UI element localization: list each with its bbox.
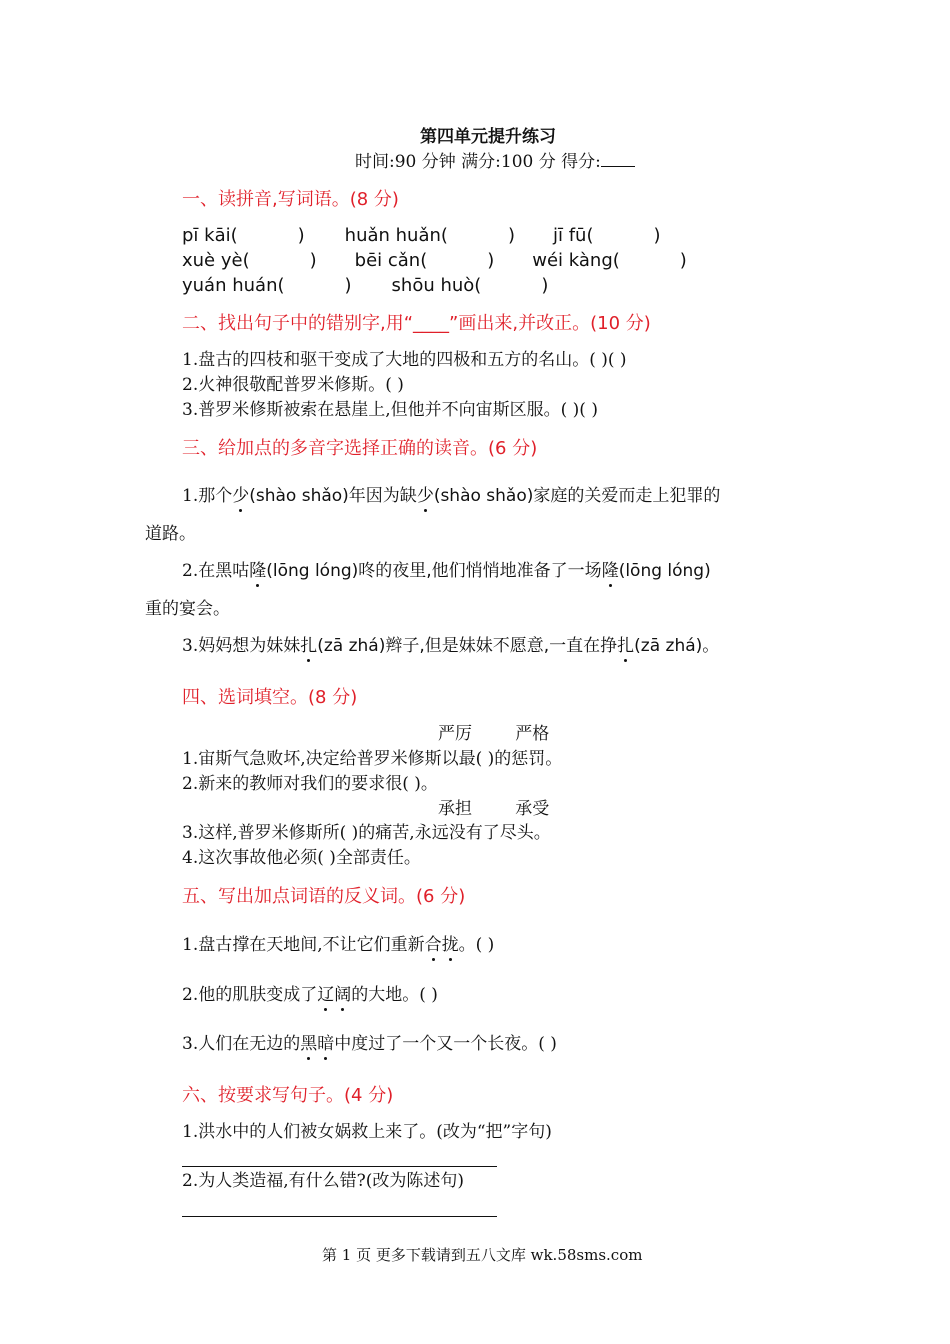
word-choices-2: 承担 承受 bbox=[438, 799, 550, 819]
section-2-heading: 二、找出句子中的错别字,用“____”画出来,并改正。(10 分) bbox=[182, 313, 651, 334]
dotted-char: 阔 bbox=[334, 985, 352, 1005]
dotted-char: 少 bbox=[232, 486, 250, 506]
s2-question-3[interactable]: 3.普罗米修斯被索在悬崖上,但他并不向宙斯区服。( )( ) bbox=[182, 400, 598, 420]
dotted-char: 合 bbox=[424, 935, 442, 955]
exam-meta bbox=[355, 150, 635, 173]
s3-question-2[interactable]: 2.在黑咕隆(lōng lóng)咚的夜里,他们悄悄地准备了一场隆(lōng lóng) bbox=[182, 561, 711, 581]
pinyin-item[interactable]: huǎn huǎn( ) bbox=[344, 225, 515, 246]
dotted-char: 少 bbox=[416, 486, 434, 506]
dotted-char: 扎 bbox=[300, 636, 318, 656]
s1-row-1 bbox=[182, 225, 661, 247]
pinyin-item[interactable]: jī fū( ) bbox=[552, 225, 661, 246]
dotted-char: 辽 bbox=[317, 985, 335, 1005]
dotted-char: 拢 bbox=[441, 935, 459, 955]
s4-question-2[interactable]: 2.新来的教师对我们的要求很( )。 bbox=[182, 774, 438, 794]
s3-question-1-cont: 道路。 bbox=[145, 524, 196, 544]
s5-question-2[interactable]: 2.他的肌肤变成了辽阔的大地。( ) bbox=[182, 985, 438, 1005]
dotted-char: 扎 bbox=[617, 636, 635, 656]
section-3-heading: 三、给加点的多音字选择正确的读音。(6 分) bbox=[182, 438, 538, 459]
s4-question-3[interactable]: 3.这样,普罗米修斯所( )的痛苦,永远没有了尽头。 bbox=[182, 823, 551, 843]
pinyin-item[interactable]: bēi cǎn( ) bbox=[354, 250, 495, 271]
s3-question-3[interactable]: 3.妈妈想为妹妹扎(zā zhá)辫子,但是妹妹不愿意,一直在挣扎(zā zhá)。 bbox=[182, 636, 720, 656]
section-4-heading: 四、选词填空。(8 分) bbox=[182, 687, 358, 708]
dotted-char: 黑 bbox=[300, 1034, 318, 1054]
section-1-heading: 一、读拼音,写词语。(8 分) bbox=[182, 189, 399, 210]
pinyin-item[interactable]: yuán huán( ) bbox=[182, 275, 352, 296]
s1-row-2 bbox=[182, 250, 687, 272]
s3-question-2-cont: 重的宴会。 bbox=[145, 599, 230, 619]
page-footer: 第 1 页 更多下载请到五八文库 wk.58sms.com bbox=[322, 1246, 643, 1264]
section-6-heading: 六、按要求写句子。(4 分) bbox=[182, 1085, 394, 1106]
answer-line-1[interactable] bbox=[182, 1166, 497, 1167]
pinyin-item[interactable]: pī kāi( ) bbox=[182, 225, 305, 246]
section-5-heading: 五、写出加点词语的反义词。(6 分) bbox=[182, 886, 466, 907]
dotted-char: 隆 bbox=[249, 561, 267, 581]
score-blank[interactable] bbox=[601, 150, 635, 167]
word-choices-1: 严厉 严格 bbox=[438, 724, 550, 744]
s4-question-4[interactable]: 4.这次事故他必须( )全部责任。 bbox=[182, 848, 421, 868]
dotted-char: 隆 bbox=[601, 561, 619, 581]
s5-question-1[interactable]: 1.盘古撑在天地间,不让它们重新合拢。( ) bbox=[182, 935, 495, 955]
s2-question-2[interactable]: 2.火神很敬配普罗米修斯。( ) bbox=[182, 375, 404, 395]
pinyin-item[interactable]: xuè yè( ) bbox=[182, 250, 317, 271]
s5-question-3[interactable]: 3.人们在无边的黑暗中度过了一个又一个长夜。( ) bbox=[182, 1034, 557, 1054]
s3-question-1[interactable]: 1.那个少(shào shǎo)年因为缺少(shào shǎo)家庭的关爱而走上犯罪的 bbox=[182, 486, 721, 506]
s4-question-1[interactable]: 1.宙斯气急败坏,决定给普罗米修斯以最( )的惩罚。 bbox=[182, 749, 563, 769]
page-title: 第四单元提升练习 bbox=[420, 127, 556, 147]
pinyin-item[interactable]: wéi kàng( ) bbox=[532, 250, 687, 271]
dotted-char: 暗 bbox=[317, 1034, 335, 1054]
s1-row-3 bbox=[182, 275, 548, 297]
s2-question-1[interactable]: 1.盘古的四枝和驱干变成了大地的四极和五方的名山。( )( ) bbox=[182, 350, 627, 370]
s6-question-1: 1.洪水中的人们被女娲救上来了。(改为“把”字句) bbox=[182, 1122, 552, 1142]
s6-question-2: 2.为人类造福,有什么错?(改为陈述句) bbox=[182, 1171, 465, 1191]
pinyin-item[interactable]: shōu huò( ) bbox=[391, 275, 549, 296]
answer-line-2[interactable] bbox=[182, 1216, 497, 1217]
exam-meta-text: 时间:90 分钟 满分:100 分 得分: bbox=[355, 152, 601, 172]
